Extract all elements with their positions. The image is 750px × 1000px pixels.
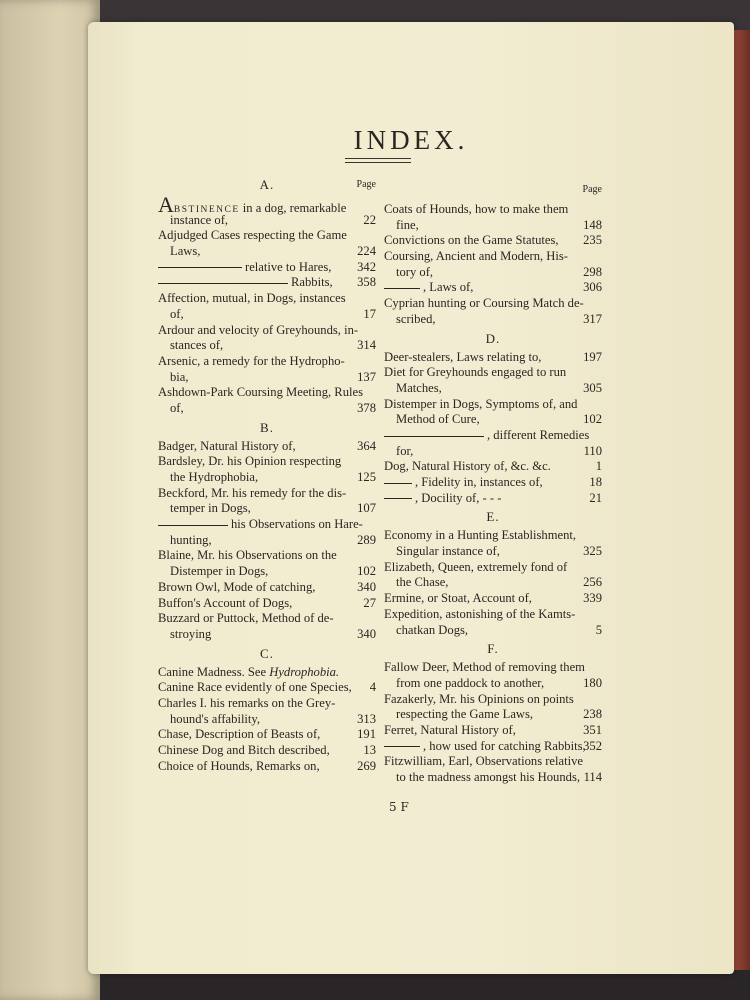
page-number: 180 [583,675,602,690]
page-number: 224 [357,244,376,259]
entry-line [384,202,602,218]
index-entry [158,228,376,259]
section-letter: D. [485,330,501,346]
entry-text: Fallow Deer, Method of removing them [384,660,585,675]
entry-text: , Docility of, - - - [415,490,502,505]
index-entry [158,354,376,385]
entry-line [158,517,376,533]
section-letter: A. [259,177,275,192]
entry-text: stances of, [170,338,224,353]
section-letter: F. [487,641,499,657]
index-entry [384,528,602,559]
entry-line [158,213,376,229]
entry-line [384,560,602,576]
index-entry [158,759,376,775]
entry-line [384,544,602,560]
entry-line [384,754,602,770]
index-entry [158,192,376,228]
index-entry [384,723,602,739]
entry-line [158,275,376,291]
entry-text: relative to Hares, [245,259,332,274]
index-entry [384,491,602,507]
entry-line [384,591,602,607]
page-number: 351 [583,722,602,737]
cross-reference: Hydrophobia. [269,664,340,679]
entry-text: the Chase, [396,575,449,590]
entry-text: Ardour and velocity of Greyhounds, in- [158,322,359,337]
entry-text: Bardsley, Dr. his Opinion respecting [158,454,342,469]
entry-text: Badger, Natural History of, [158,438,296,453]
page-number: 314 [357,338,376,353]
drop-capital: A [158,192,174,217]
ditto-rule [384,483,412,484]
entry-text: tory of, [396,264,434,279]
entry-line [384,412,602,428]
entry-text: Choice of Hounds, Remarks on, [158,758,320,773]
entry-text: Ashdown-Park Coursing Meeting, Rules [158,385,363,400]
entry-line [158,712,376,728]
entry-text: Diet for Greyhounds engaged to run [384,365,567,380]
index-entry [158,291,376,322]
ditto-rule [158,525,228,526]
page-number: 107 [357,501,376,516]
entry-line [158,696,376,712]
title-rule-bottom [345,162,411,163]
section-heading-row [158,177,376,197]
entry-text: , Laws of, [423,280,474,295]
page-number: 364 [357,438,376,453]
index-entry [158,323,376,354]
entry-text: , different Remedies [487,427,590,442]
entry-line [384,365,602,381]
entry-text: Laws, [170,244,201,259]
entry-text: chatkan Dogs, [396,622,469,637]
ditto-rule [384,498,412,499]
page-number: 137 [357,369,376,384]
page-number: 378 [357,400,376,415]
index-entry [158,385,376,416]
entry-line [384,491,602,507]
entry-text: instance of, [170,212,229,227]
entry-line [158,665,376,681]
page-number: 339 [583,591,602,606]
page-number: 340 [357,579,376,594]
entry-line [158,454,376,470]
page-number: 313 [357,711,376,726]
entry-line [158,307,376,323]
entry-line [158,370,376,386]
entry-line [384,249,602,265]
entry-text: Canine Madness. See Hydrophobia. [158,664,340,679]
index-entry [158,517,376,548]
entry-line [384,350,602,366]
page-number: 342 [357,259,376,274]
entry-text: Deer-stealers, Laws relating to, [384,349,542,364]
page-number: 269 [357,758,376,773]
entry-text: Economy in a Hunting Establishment, [384,528,577,543]
entry-line [158,580,376,596]
index-entry [384,397,602,428]
entry-text: Expedition, astonishing of the Kamts- [384,606,576,621]
page-number: 13 [363,743,376,757]
entry-line [384,475,602,491]
entry-text-rest: in a dog, remarkable [239,201,347,215]
page-number: 289 [357,532,376,547]
entry-line [158,323,376,339]
page-number: 325 [583,544,602,559]
entry-line [384,660,602,676]
index-entry [384,560,602,591]
entry-text: Dog, Natural History of, &c. &c. [384,459,551,474]
entry-text: Fitzwilliam, Earl, Observations relative [384,754,583,769]
entry-text: Charles I. his remarks on the Grey- [158,695,336,710]
entry-line [384,265,602,281]
entry-text: Distemper in Dogs, Symptoms of, and [384,396,578,411]
entry-text: temper in Dogs, [170,501,251,516]
entry-text: Arsenic, a remedy for the Hydropho- [158,353,345,368]
entry-line [384,676,602,692]
index-entry [384,607,602,638]
entry-line [158,759,376,775]
page-number: 340 [357,626,376,641]
entry-text: Coursing, Ancient and Modern, His- [384,249,568,264]
entry-line [384,280,602,296]
entry-line [158,743,376,759]
index-entry [384,754,602,785]
index-entry [158,548,376,579]
entry-line [384,233,602,249]
title-rule-top [345,158,411,159]
page-number: 191 [357,727,376,742]
page-number: 352 [583,738,602,753]
entry-text: Blaine, Mr. his Observations on the [158,548,337,563]
entry-line [158,596,376,612]
entry-text: Brown Owl, Mode of catching, [158,579,316,594]
entry-line [158,291,376,307]
entry-line [158,533,376,549]
index-entry [384,475,602,491]
index-entry [158,665,376,681]
entry-text: Canine Race evidently of one Species, [158,680,352,695]
entry-line [384,312,602,328]
entry-line [158,385,376,401]
entry-text: hunting, [170,532,212,547]
entry-text: Adjudged Cases respecting the Game [158,228,347,243]
index-entry [384,365,602,396]
index-entry [384,459,602,475]
entry-line [158,564,376,580]
entry-text: Beckford, Mr. his remedy for the dis- [158,485,347,500]
page-number: 125 [357,470,376,484]
entry-line [158,244,376,260]
entry-line [158,192,376,217]
page-number: 110 [583,443,602,458]
page-number: 17 [363,306,376,321]
entry-line [158,611,376,627]
entry-text: , how used for catching Rabbits, [423,738,586,753]
entry-line [384,428,602,444]
index-entry [384,249,602,280]
entry-text: Distemper in Dogs, [170,564,269,579]
index-entry [158,486,376,517]
entry-text: Fazakerly, Mr. his Opinions on points [384,691,574,706]
entry-text: of, [170,306,184,321]
ditto-rule [158,267,242,268]
section-letter: C. [260,645,274,661]
entry-line [158,401,376,417]
index-entry [384,692,602,723]
entry-text: of, [170,400,184,415]
ditto-rule [158,283,288,284]
entry-text: scribed, [396,311,436,326]
entry-line [384,723,602,739]
index-entry [384,428,602,459]
entry-text: Chase, Description of Beasts of, [158,727,321,742]
signature-mark: 5 F [389,800,409,814]
entry-text: fine, [396,217,419,232]
page-number: 235 [583,233,602,248]
index-entry [384,591,602,607]
index-entry [384,660,602,691]
entry-line [384,770,602,786]
book-page [88,22,734,974]
entry-text: his Observations on Hare- [231,517,363,532]
entry-line [384,397,602,413]
entry-text: Ermine, or Stoat, Account of, [384,591,532,606]
page-number: 5 [595,622,602,637]
entry-text: Elizabeth, Queen, extremely fond of [384,559,568,574]
entry-line [158,486,376,502]
index-column-left [158,177,376,774]
page-number: 114 [583,770,602,784]
entry-line [158,338,376,354]
index-entry [384,739,602,755]
page-number: 22 [363,212,376,227]
page-number: 4 [369,680,376,695]
index-entry [384,296,602,327]
entry-line [384,459,602,475]
page-number: 18 [589,475,602,489]
entry-text: stroying [170,626,212,641]
entry-text: respecting the Game Laws, [396,707,534,722]
entry-text: Rabbits, [291,275,333,290]
entry-text: to the madness amongst his Hounds, [396,770,580,784]
entry-line [158,228,376,244]
left-page-edge [0,0,100,1000]
entry-line [384,381,602,397]
entry-line [158,470,376,486]
entry-text: for, [396,443,414,458]
page-number: 256 [583,575,602,590]
entry-text: hound's affability, [170,711,261,726]
entry-line [158,354,376,370]
entry-line [384,739,602,755]
page-number: 317 [583,311,602,326]
entry-line [158,260,376,276]
page-number: 102 [583,412,602,427]
entry-line [384,623,602,639]
entry-line [384,607,602,623]
index-entry [158,611,376,642]
entry-line [384,692,602,708]
section-letter: E. [486,509,500,525]
index-column-right [384,182,602,786]
entry-line [158,439,376,455]
entry-text: Singular instance of, [396,544,500,559]
entry-text: , Fidelity in, instances of, [415,475,543,489]
index-entry [158,260,376,276]
index-entry [384,233,602,249]
page-number: 27 [363,595,376,610]
page-number: 306 [583,280,602,295]
entry-line [384,707,602,723]
entry-line [158,727,376,743]
section-heading-row [384,182,602,202]
entry-line [158,680,376,696]
entry-text: Ferret, Natural History of, [384,722,516,737]
page-number: 238 [583,707,602,722]
entry-line [384,575,602,591]
entry-text: Affection, mutual, in Dogs, instances [158,291,346,306]
entry-text: from one paddock to another, [396,675,545,690]
index-entry [158,439,376,455]
entry-text: Matches, [396,380,442,395]
entry-line [384,296,602,312]
page-number: 197 [583,349,602,364]
index-entry [158,696,376,727]
page-number: 305 [583,380,602,395]
index-entry [158,275,376,291]
entry-text: Coats of Hounds, how to make them [384,202,569,216]
page-column-label: Page [582,184,602,195]
entry-line [384,528,602,544]
entry-text: Chinese Dog and Bitch described, [158,743,330,757]
page-title: INDEX. [353,125,469,155]
entry-text: the Hydrophobia, [170,470,259,484]
index-entry [158,580,376,596]
index-entry [158,743,376,759]
index-entry [158,680,376,696]
entry-text: Method of Cure, [396,412,480,427]
entry-line [158,627,376,643]
index-entry [384,280,602,296]
section-letter: B. [260,419,274,435]
page-number: 1 [595,459,602,474]
page-number: 298 [583,264,602,279]
page-number: 21 [589,490,602,505]
entry-text: Buzzard or Puttock, Method of de- [158,611,334,626]
entry-text: Buffon's Account of Dogs, [158,595,293,610]
page-column-label: Page [356,179,376,190]
index-entry [158,596,376,612]
ditto-rule [384,746,420,747]
small-caps-text: BSTINENCE [173,205,240,215]
index-entry [158,454,376,485]
entry-line [158,548,376,564]
entry-line [384,218,602,234]
ditto-rule [384,436,484,437]
ditto-rule [384,288,420,289]
index-entry [384,350,602,366]
entry-line [158,501,376,517]
entry-line [384,444,602,460]
index-entry [158,727,376,743]
index-entry [384,202,602,233]
entry-text: bia, [170,369,189,384]
page-number: 148 [583,217,602,232]
page-number: 102 [357,564,376,579]
entry-text: Cyprian hunting or Coursing Match de- [384,296,584,311]
entry-text: Convictions on the Game Statutes, [384,233,559,248]
page-number: 358 [357,275,376,290]
